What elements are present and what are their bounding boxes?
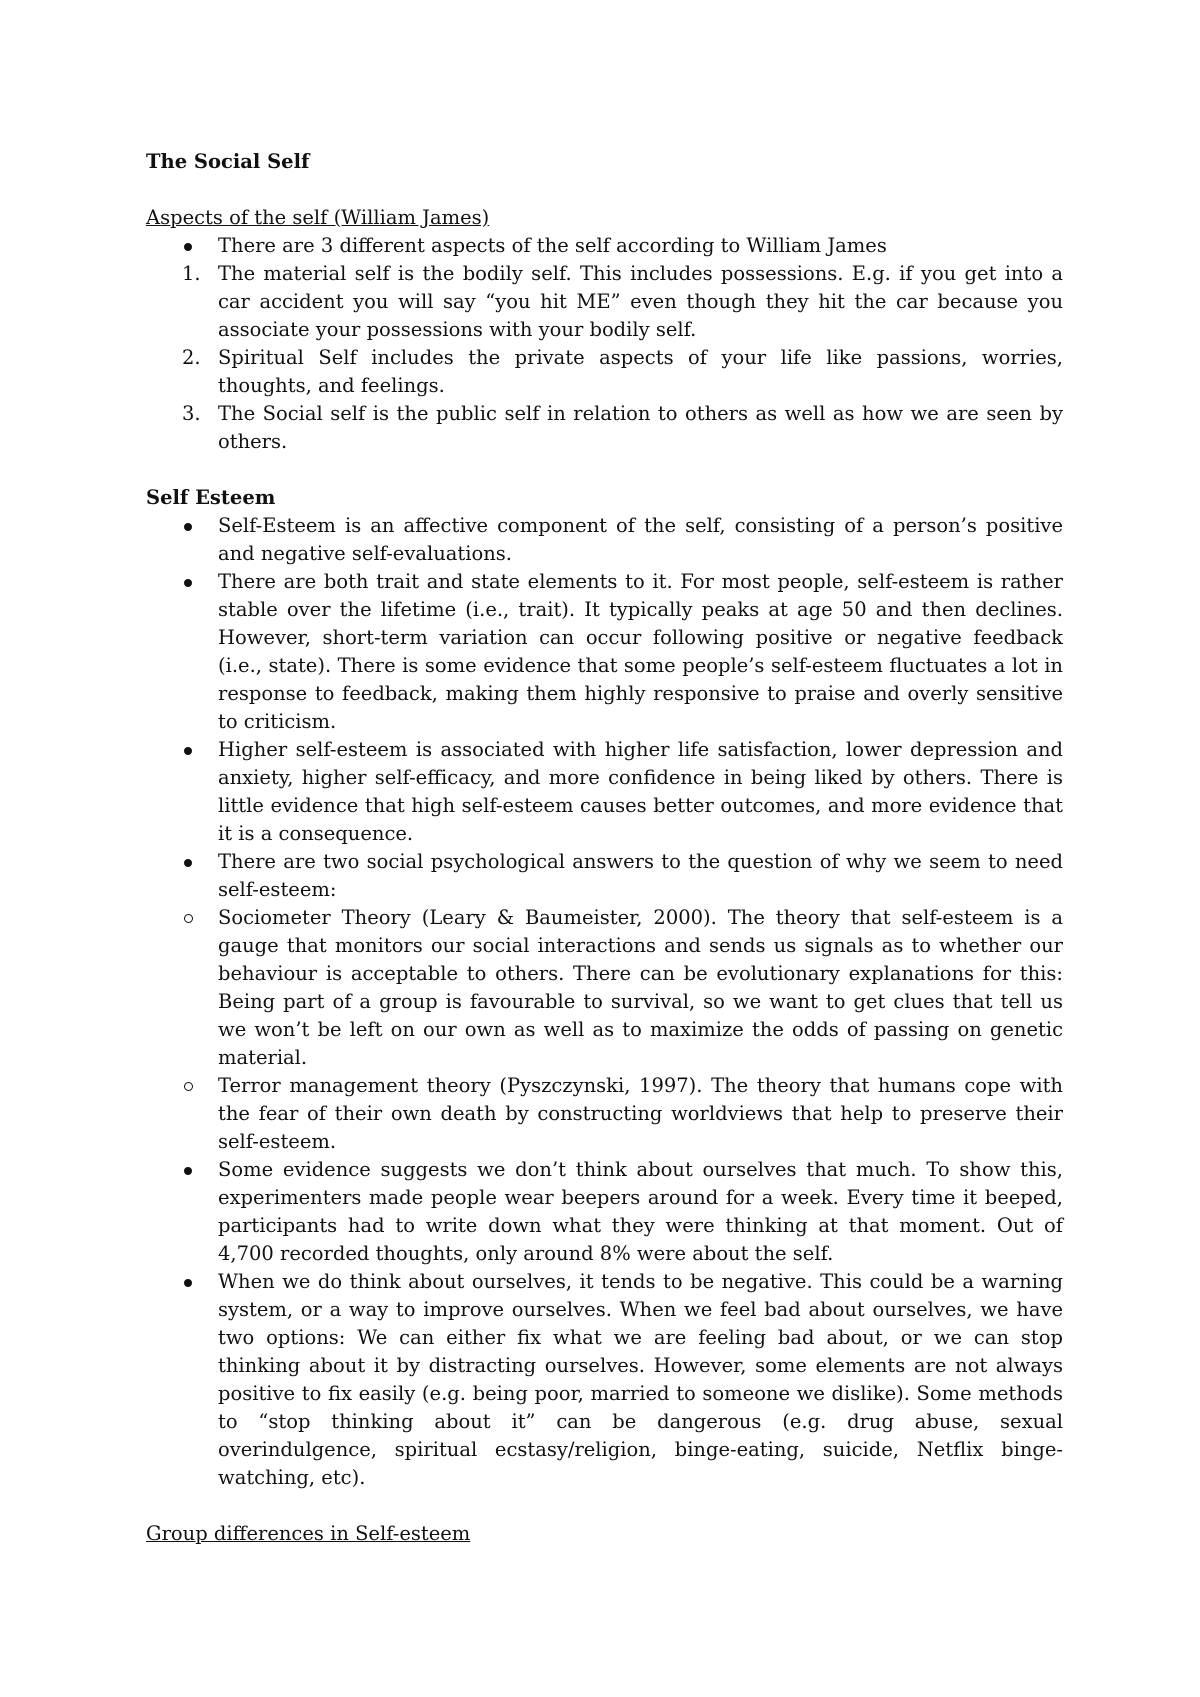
list-item: Higher self-esteem is associated with higher life satisfaction, lower depression and anxiety, higher self-efficacy, and more confidence in being liked by others. There is little evidence that high self-esteem causes better outcomes, and more evidence that it is a consequence. — [146, 736, 1063, 848]
aspects-bullet-list — [146, 232, 1063, 456]
section-heading-group-differences: Group differences in Self-esteem — [146, 1522, 471, 1545]
list-item: Self-Esteem is an affective component of the self, consisting of a person’s positive and negative self-evaluations. — [146, 512, 1063, 568]
aspects-bullet-text: There are 3 different aspects of the self according to William James — [218, 234, 887, 257]
document-page — [146, 148, 1063, 1548]
section-heading-self-esteem: Self Esteem — [146, 486, 276, 509]
theories-sub-list — [218, 904, 1063, 1156]
list-item — [146, 232, 1063, 456]
list-item-text: The Social self is the public self in relation to others as well as how we are seen by others. — [218, 402, 1063, 453]
aspects-numbered-list — [182, 260, 1063, 456]
list-item: When we do think about ourselves, it tends to be negative. This could be a warning system, or a way to improve ourselves. When we feel bad about ourselves, we have two options: We can either fix what we are feeling bad about, or we can stop thinking about it by distracting ourselves. However, some elements are not always positive to fix easily (e.g. being poor, married to someone we dislike). Some methods to “stop thinking about it” can be dangerous (e.g. drug abuse, sexual overindulgence, spiritual ecstasy/religion, binge-eating, suicide, Netflix binge-watching, etc). — [146, 1268, 1063, 1492]
list-item: Some evidence suggests we don’t think about ourselves that much. To show this, experimenters made people wear beepers around for a week. Every time it beeped, participants had to write down what they were thinking at that moment. Out of 4,700 recorded thoughts, only around 8% were about the self. — [146, 1156, 1063, 1268]
sub-list-item: Terror management theory (Pyszczynski, 1997). The theory that humans cope with the fear of their own death by constructing worldviews that help to preserve their self-esteem. — [218, 1072, 1063, 1156]
list-item — [182, 400, 1063, 456]
list-item-text: Spiritual Self includes the private aspects of your life like passions, worries, thoughts, and feelings. — [218, 346, 1063, 397]
list-item: There are both trait and state elements to it. For most people, self-esteem is rather stable over the lifetime (i.e., trait). It typically peaks at age 50 and then declines. However, short-term variation can occur following positive or negative feedback (i.e., state). There is some evidence that some people’s self-esteem fluctuates a lot in response to feedback, making them highly responsive to praise and overly sensitive to criticism. — [146, 568, 1063, 736]
list-item — [182, 344, 1063, 400]
list-number: 2. — [182, 346, 201, 369]
list-item — [182, 260, 1063, 344]
list-item-text: The material self is the bodily self. This includes possessions. E.g. if you get into a car accident you will say “you hit ME” even though they hit the car because you associate your possessions with your bodily self. — [218, 262, 1063, 341]
sub-list-item: Sociometer Theory (Leary & Baumeister, 2000). The theory that self-esteem is a gauge that monitors our social interactions and sends us signals as to whether our behaviour is acceptable to others. There can be evolutionary explanations for this: Being part of a group is favourable to survival, so we want to get clues that tell us we won’t be left on our own as well as to maximize the odds of passing on genetic material. — [218, 904, 1063, 1072]
section-heading-aspects: Aspects of the self (William James) — [146, 206, 490, 229]
list-item-text: There are two social psychological answers to the question of why we seem to need self-esteem: — [218, 850, 1063, 901]
list-number: 3. — [182, 402, 201, 425]
list-item — [146, 848, 1063, 1156]
document-title: The Social Self — [146, 150, 310, 173]
list-number: 1. — [182, 262, 201, 285]
self-esteem-bullet-list — [146, 512, 1063, 1492]
